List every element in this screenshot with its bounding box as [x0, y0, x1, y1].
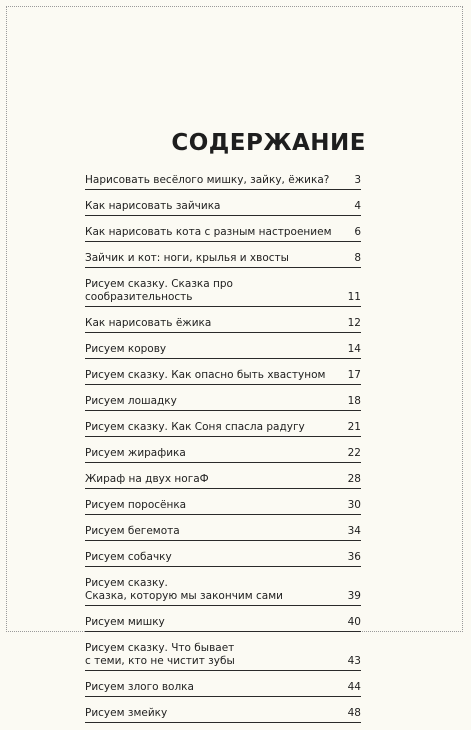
toc-entry-label: Как нарисовать зайчика — [85, 200, 221, 212]
toc-entry-label: Рисуем жирафика — [85, 447, 186, 459]
toc-entry — [85, 613, 361, 632]
toc-entry-label: Рисуем лошадку — [85, 395, 177, 407]
toc-entry-page-number: 12 — [347, 317, 361, 329]
toc-entry — [85, 678, 361, 697]
page-title: СОДЕРЖАНИЕ — [171, 130, 366, 156]
toc-entry — [85, 197, 361, 216]
toc-entry-page-number: 3 — [354, 174, 361, 186]
toc-entry-page-number: 40 — [347, 616, 361, 628]
toc-entry-page-number: 44 — [347, 681, 361, 693]
toc-entry — [85, 275, 361, 307]
toc-entry-label: Рисуем сказку. Что бывает с теми, кто не чистит зубы — [85, 642, 235, 667]
toc-entry — [85, 470, 361, 489]
toc-entry-page-number: 39 — [347, 590, 361, 602]
toc-entry — [85, 171, 361, 190]
toc-entry — [85, 548, 361, 567]
toc-entry-page-number: 30 — [347, 499, 361, 511]
toc-entry-label: Рисуем змейку — [85, 707, 168, 719]
toc-entry — [85, 249, 361, 268]
toc-entry-label: Зайчик и кот: ноги, крылья и хвосты — [85, 252, 289, 264]
toc-entry-page-number: 36 — [347, 551, 361, 563]
toc-entry-label: Жираф на двух ногаФ — [85, 473, 209, 485]
toc-entry — [85, 496, 361, 515]
toc-entry-label: Рисуем сказку. Как опасно быть хвастуном — [85, 369, 326, 381]
toc-entry — [85, 392, 361, 411]
toc-entry-label: Рисуем злого волка — [85, 681, 194, 693]
toc-entry-page-number: 28 — [347, 473, 361, 485]
toc-entry-page-number: 11 — [347, 291, 361, 303]
toc-entry — [85, 340, 361, 359]
toc-entry-label: Рисуем сказку. Сказка про сообразительность — [85, 278, 233, 303]
toc-entry-label: Нарисовать весёлого мишку, зайку, ёжика? — [85, 174, 330, 186]
toc-entry-page-number: 21 — [347, 421, 361, 433]
toc-entry-page-number: 48 — [347, 707, 361, 719]
toc-entry-label: Рисуем бегемота — [85, 525, 180, 537]
toc-entry — [85, 418, 361, 437]
toc-entry-page-number: 14 — [347, 343, 361, 355]
toc-entry-page-number: 43 — [347, 655, 361, 667]
toc-entry-label: Рисуем собачку — [85, 551, 172, 563]
toc-entry-page-number: 8 — [354, 252, 361, 264]
toc-entry-page-number: 22 — [347, 447, 361, 459]
toc-entry-label: Рисуем мишку — [85, 616, 165, 628]
toc-entry-page-number: 34 — [347, 525, 361, 537]
toc-entry-page-number: 6 — [354, 226, 361, 238]
toc-entry — [85, 444, 361, 463]
toc-entry-label: Рисуем поросёнка — [85, 499, 187, 511]
toc-entry — [85, 223, 361, 242]
toc-entry — [85, 574, 361, 606]
toc-entry-page-number: 17 — [347, 369, 361, 381]
table-of-contents — [85, 171, 361, 730]
toc-entry-label: Как нарисовать ёжика — [85, 317, 212, 329]
toc-entry-page-number: 18 — [347, 395, 361, 407]
toc-entry — [85, 639, 361, 671]
toc-entry — [85, 314, 361, 333]
toc-entry-label: Как нарисовать кота с разным настроением — [85, 226, 332, 238]
toc-entry-label: Рисуем сказку. Сказка, которую мы закончим сами — [85, 577, 283, 602]
toc-entry — [85, 704, 361, 723]
toc-entry-label: Рисуем сказку. Как Соня спасла радугу — [85, 421, 305, 433]
toc-entry-page-number: 4 — [354, 200, 361, 212]
toc-entry — [85, 522, 361, 541]
toc-entry-label: Рисуем корову — [85, 343, 167, 355]
toc-entry — [85, 366, 361, 385]
